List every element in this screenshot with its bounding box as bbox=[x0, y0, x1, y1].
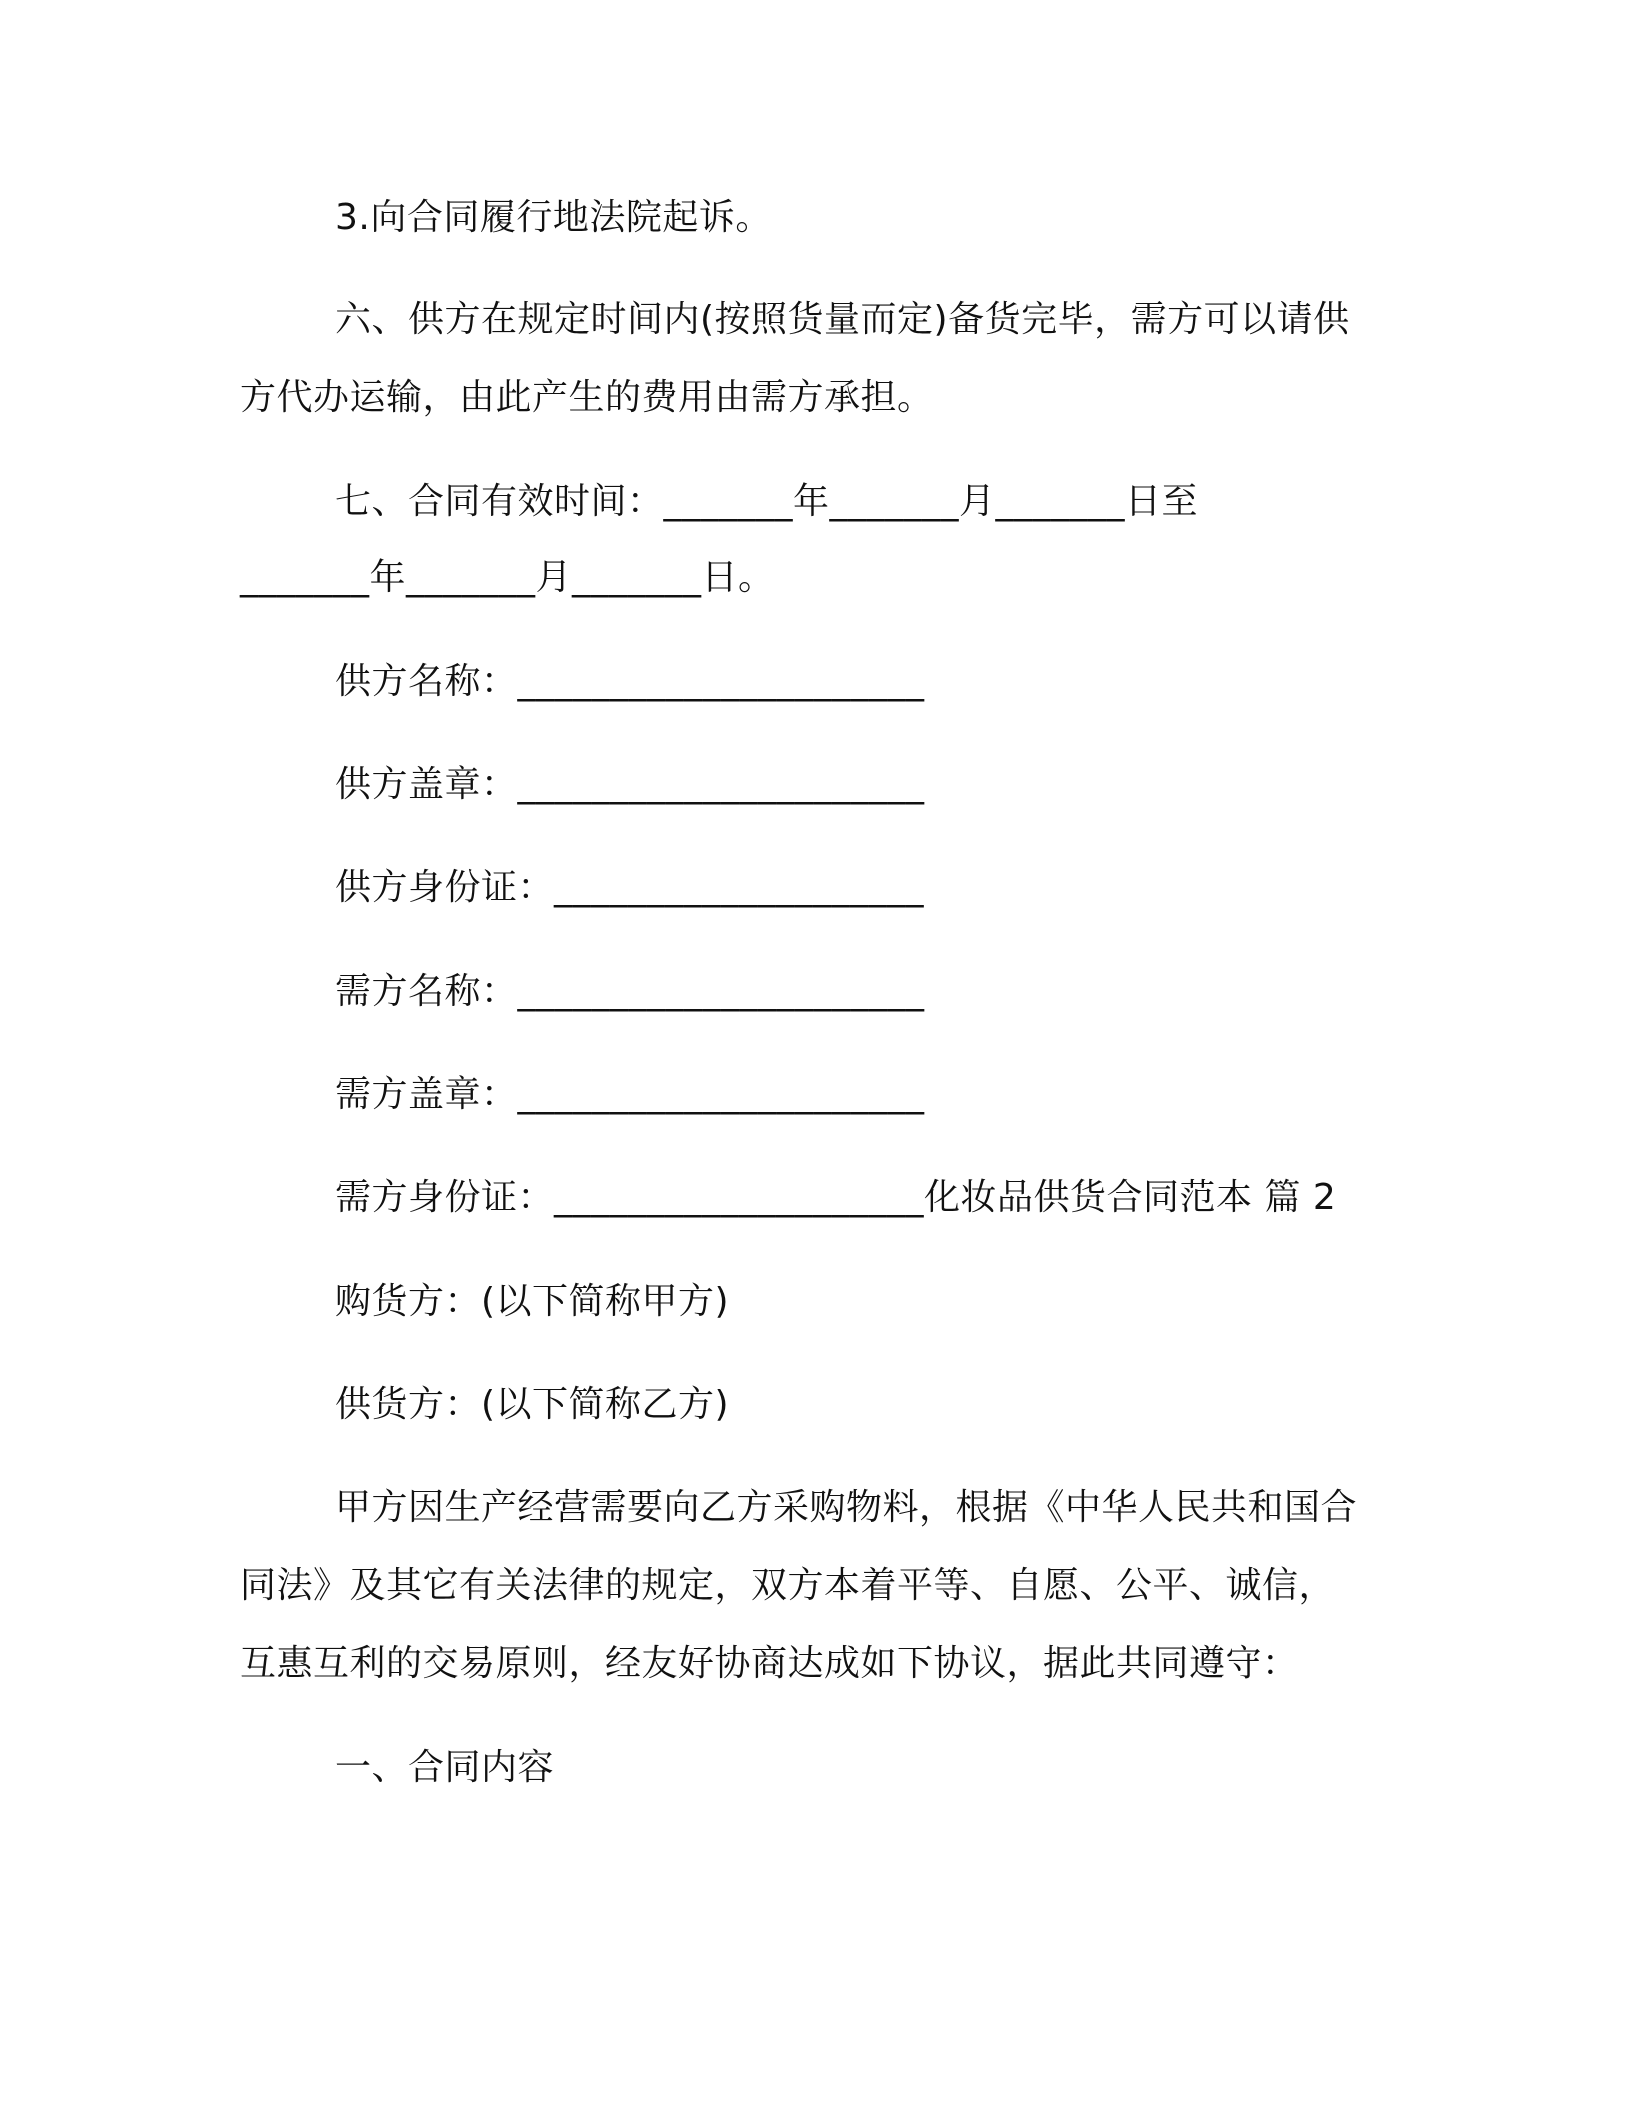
supplier-id-field: 供方身份证：____________________ bbox=[335, 867, 925, 908]
clause-seven-line-2: _______年_______月_______日。 bbox=[240, 557, 775, 598]
section-one-heading: 一、合同内容 bbox=[335, 1747, 555, 1788]
buyer-seal-field: 需方盖章：______________________ bbox=[335, 1074, 925, 1115]
clause-six-line-1: 六、供方在规定时间内(按照货量而定)备货完毕，需方可以请供 bbox=[335, 299, 1350, 340]
clause-lawsuit-item-3: 3.向合同履行地法院起诉。 bbox=[335, 197, 772, 238]
buyer-name-field: 需方名称：______________________ bbox=[335, 971, 925, 1012]
party-a-purchaser: 购货方：(以下简称甲方) bbox=[335, 1281, 730, 1322]
clause-six-line-2: 方代办运输，由此产生的费用由需方承担。 bbox=[240, 377, 934, 418]
preamble-line-3: 互惠互利的交易原则，经友好协商达成如下协议，据此共同遵守： bbox=[240, 1643, 1299, 1684]
preamble-line-1: 甲方因生产经营需要向乙方采购物料，根据《中华人民共和国合 bbox=[335, 1487, 1358, 1528]
party-b-supplier: 供货方：(以下简称乙方) bbox=[335, 1384, 730, 1425]
buyer-id-field-and-section-title: 需方身份证：____________________化妆品供货合同范本 篇 2 bbox=[335, 1177, 1337, 1218]
preamble-line-2: 同法》及其它有关法律的规定，双方本着平等、自愿、公平、诚信， bbox=[240, 1565, 1336, 1606]
clause-seven-line-1: 七、合同有效时间：_______年_______月_______日至 bbox=[335, 481, 1199, 522]
supplier-name-field: 供方名称：______________________ bbox=[335, 661, 925, 702]
supplier-seal-field: 供方盖章：______________________ bbox=[335, 764, 925, 805]
